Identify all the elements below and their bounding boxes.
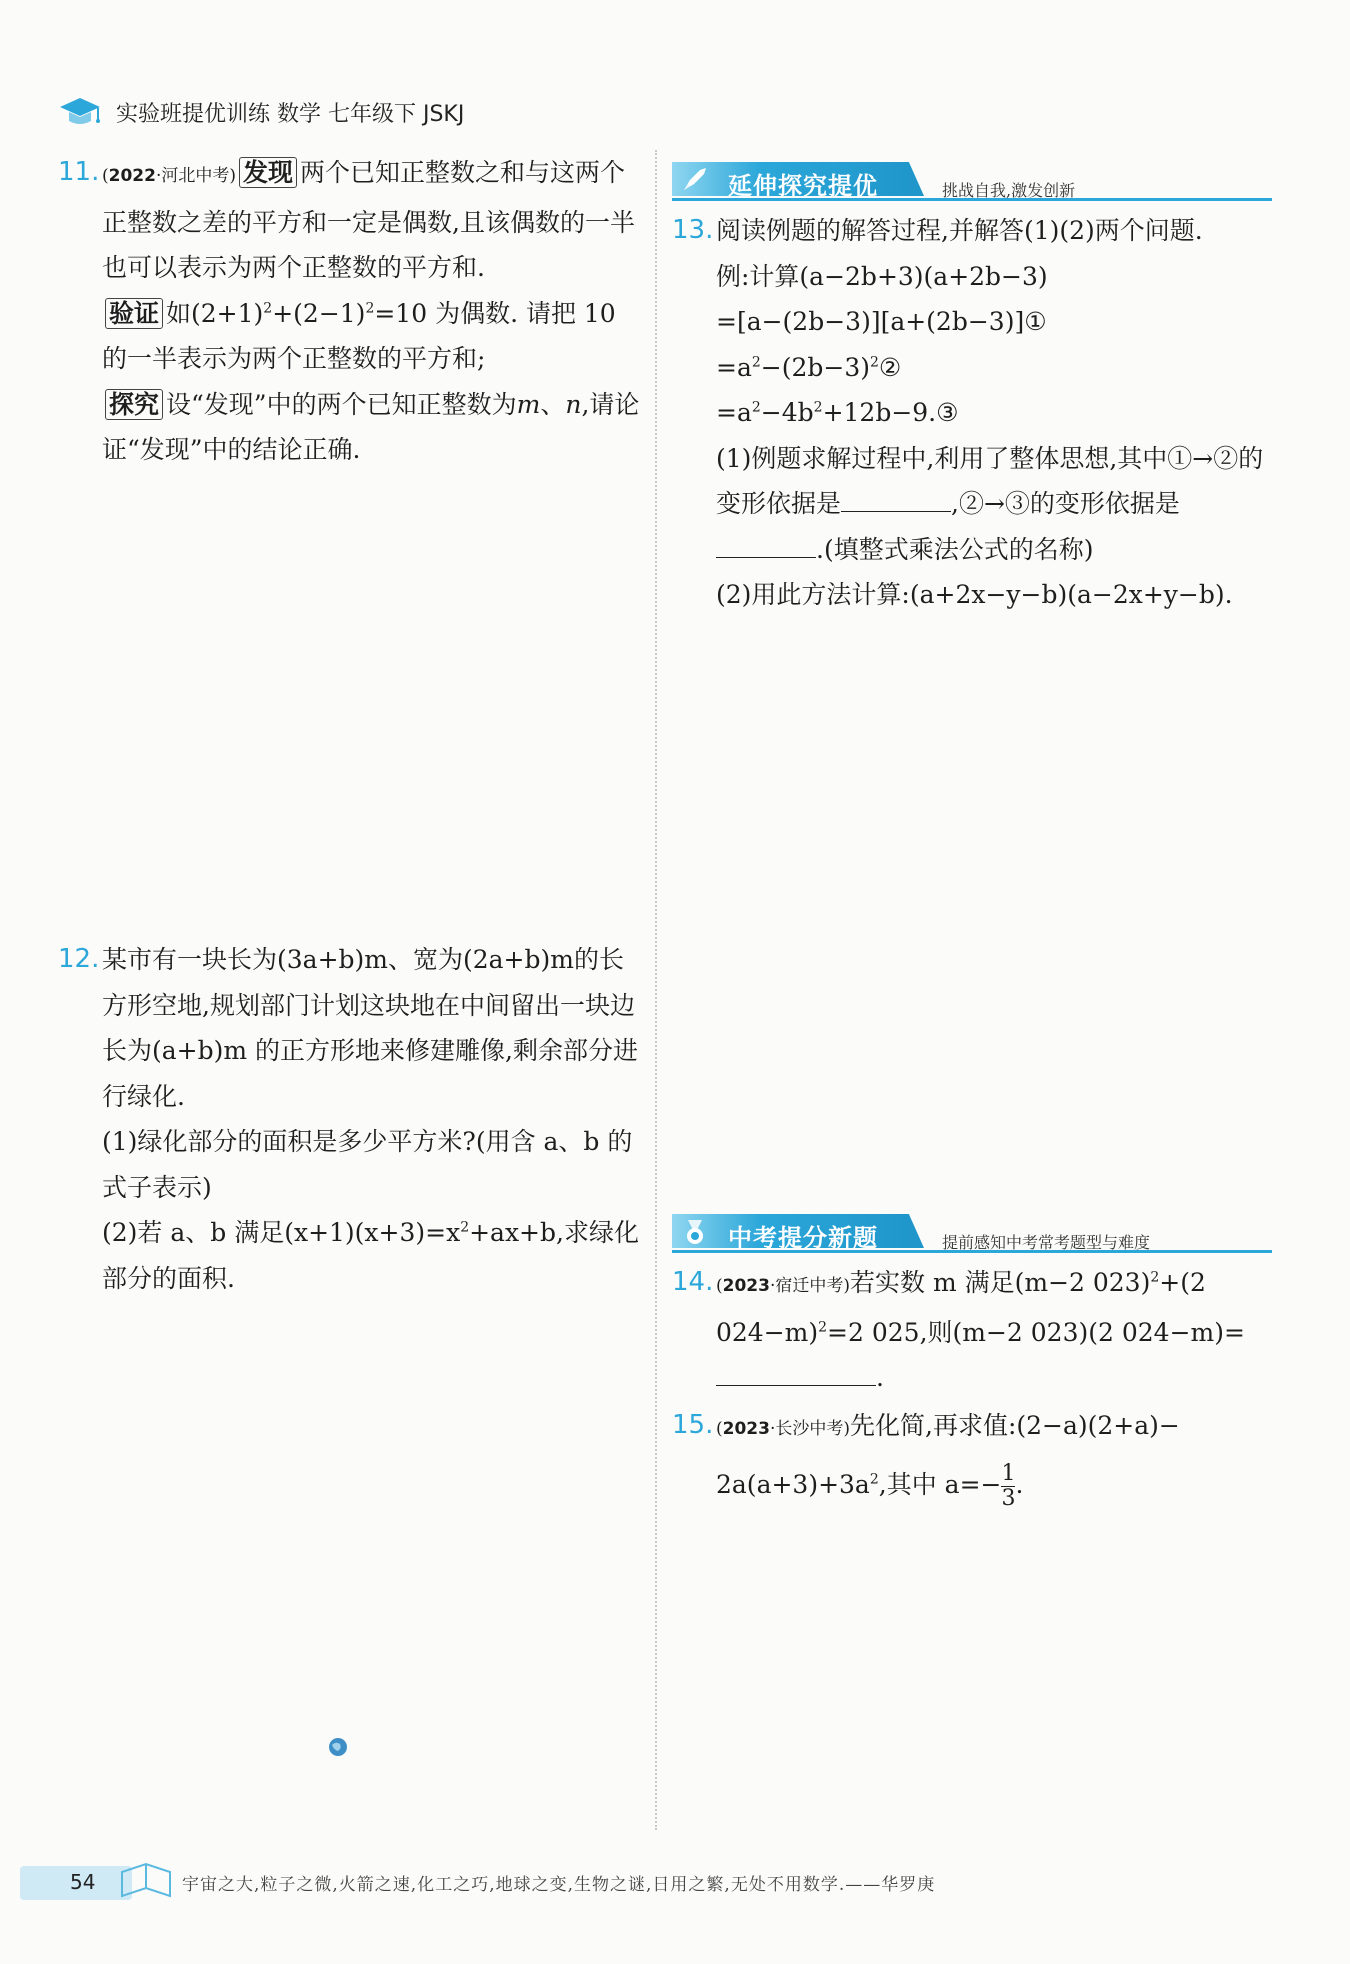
- banner-title: 中考提分新题: [728, 1224, 878, 1252]
- example-line-3: $=a^2-(2b-3)^2②$: [716, 352, 902, 382]
- problem-number: 11.: [58, 157, 100, 187]
- problem-number: 13.: [672, 215, 714, 245]
- problem-number: 14.: [672, 1267, 714, 1297]
- question-2: (2)用此方法计算:(a+2x−y−b)(a−2x+y−b).: [716, 580, 1233, 609]
- problem-source: (2022·河北中考): [102, 166, 237, 186]
- banner-subtitle: 提前感知中考常考题型与难度: [942, 1233, 1151, 1252]
- globe-icon: [328, 1737, 348, 1757]
- medal-icon: [680, 1218, 710, 1246]
- column-divider: [655, 150, 657, 1830]
- problem-number: 15.: [672, 1409, 714, 1440]
- page-header: [58, 92, 464, 132]
- example-line-4: $=a^2-4b^2+12b-9.③$: [716, 398, 959, 427]
- problem-12: [58, 937, 646, 1301]
- left-column: [58, 150, 646, 473]
- footer-quote: 宇宙之大,粒子之微,火箭之速,化工之巧,地球之变,生物之谜,日用之繁,无处不用数学.——华罗庚: [182, 1875, 936, 1895]
- question-1: (1)绿化部分的面积是多少平方米?(用含 a、b 的式子表示): [102, 1127, 633, 1202]
- tag-verify: 验证: [105, 298, 163, 329]
- section-banner-exam: [672, 1210, 1272, 1254]
- right-column-lower: [672, 1210, 1272, 1511]
- problem-11: 11. (2022·河北中考) 发现 两个已知正整数之和与这两个正整数之差的平方和一定是偶数,且该偶数的一半也可以表示为两个正整数的平方和. 验证 如$(2+1)^2+(2-1)^2=10$ 为偶数. 请把 10 的一半表示为两个正整数的平方和; 探究 设“发现”中的两个已知正整数为m、n,请论证“发现”中的结论正确.: [58, 150, 646, 473]
- left-column-lower: [58, 937, 646, 1301]
- right-column: [672, 158, 1272, 618]
- banner-subtitle: 挑战自我,激发创新: [942, 181, 1076, 200]
- book-title: 实验班提优训练 数学 七年级下 JSKJ: [116, 101, 465, 127]
- open-book-icon: [116, 1858, 176, 1902]
- problem-number: 12.: [58, 944, 100, 974]
- answer-blank[interactable]: [716, 529, 816, 558]
- answer-blank[interactable]: [841, 483, 951, 512]
- example-line-1: 例:计算(a−2b+3)(a+2b−3): [716, 261, 1048, 291]
- text-find: 两个已知正整数之和与这两个正整数之差的平方和一定是偶数,且该偶数的一半也可以表示为两个正整数的平方和.: [102, 158, 635, 282]
- example-line-2: =[a−(2b−3)][a+(2b−3)]①: [716, 307, 1047, 336]
- problem-15: 15. (2023·长沙中考)先化简,再求值:(2−a)(2+a)− $2a(a+3)+3a^2$,其中 a=− $\frac{1}{3}$ .: [672, 1403, 1272, 1512]
- page-number: 54: [70, 1870, 96, 1894]
- fraction: $\frac{1}{3}$: [1001, 1461, 1016, 1511]
- problem-text: 某市有一块长为(3a+b)m、宽为(2a+b)m的长方形空地,规划部门计划这块地在中间留出一块边长为(a+b)m 的正方形地来修建雕像,剩余部分进行绿化.: [102, 945, 638, 1111]
- section-banner-extension: [672, 158, 1272, 202]
- problem-13: [672, 208, 1272, 618]
- problem-14: 14. (2023·宿迁中考)若实数 m 满足(m−2 023)$^2$+(2 024−m)$^2$=2 025,则(m−2 023)(2 024−m)=.: [672, 1260, 1272, 1401]
- banner-title: 延伸探究提优: [728, 172, 878, 200]
- problem-intro: 阅读例题的解答过程,并解答(1)(2)两个问题.: [716, 216, 1203, 245]
- graduation-cap-icon: [58, 94, 102, 130]
- rocket-icon: [680, 166, 710, 194]
- question-2: (2)若 a、b 满足$(x+1)(x+3)=x^2+ax+b$,求绿化部分的面积.: [102, 1218, 639, 1293]
- problem-source: (2023·长沙中考): [716, 1418, 851, 1439]
- question-1: (1)例题求解过程中,利用了整体思想,其中①→②的变形依据是 ,②→③的变形依据是.(填整式乘法公式的名称): [716, 443, 1264, 564]
- page-footer: [20, 1856, 1330, 1906]
- answer-blank[interactable]: [716, 1357, 876, 1386]
- tag-explore: 探究: [105, 389, 163, 420]
- tag-find: 发现: [239, 157, 297, 188]
- problem-source: (2023·宿迁中考): [716, 1276, 851, 1296]
